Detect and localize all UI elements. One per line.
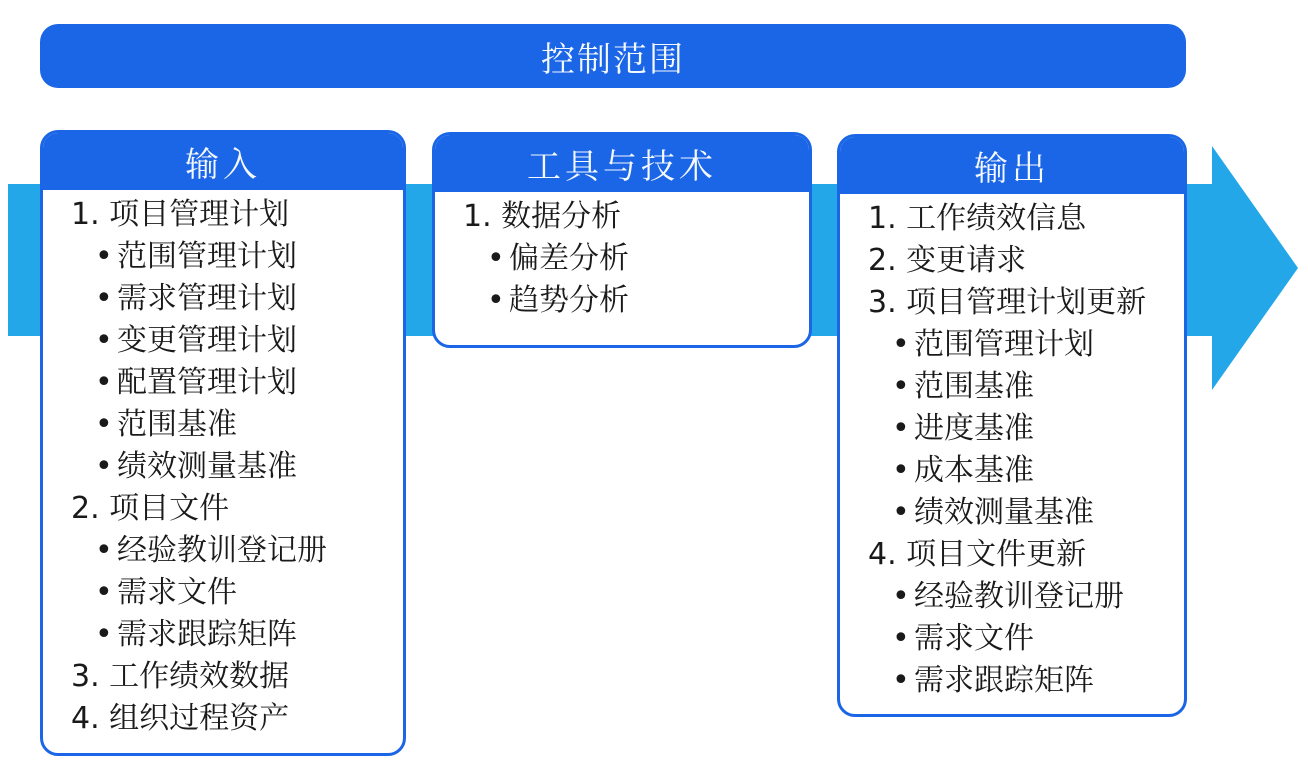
list-item: [43, 698, 403, 740]
bullet-icon: •: [95, 449, 113, 484]
sub-list-item: [43, 530, 403, 572]
bullet-icon: •: [892, 621, 910, 656]
sub-list-item: [840, 492, 1184, 534]
list-item-text: 2. 变更请求: [868, 243, 1027, 278]
bullet-icon: •: [892, 411, 910, 446]
list-item-text: 范围管理计划: [117, 239, 297, 274]
list-item: [840, 534, 1184, 576]
list-item: [43, 656, 403, 698]
sub-list-item: [43, 446, 403, 488]
sub-list-item: [840, 660, 1184, 702]
list-item-text: 趋势分析: [509, 283, 629, 318]
bullet-icon: •: [95, 533, 113, 568]
bullet-icon: •: [95, 323, 113, 358]
sub-list-item: [435, 238, 809, 280]
list-item-text: 需求文件: [117, 575, 237, 610]
sub-list-item: [840, 450, 1184, 492]
sub-list-item: [43, 236, 403, 278]
bullet-icon: •: [892, 327, 910, 362]
bullet-icon: •: [95, 617, 113, 652]
list-item-text: 1. 工作绩效信息: [868, 201, 1087, 236]
inputs-panel: [40, 130, 406, 756]
sub-list-item: [840, 408, 1184, 450]
list-item-text: 2. 项目文件: [71, 491, 230, 526]
list-item-text: 配置管理计划: [117, 365, 297, 400]
list-item-text: 3. 项目管理计划更新: [868, 285, 1147, 320]
list-item: [840, 198, 1184, 240]
sub-list-item: [840, 576, 1184, 618]
bullet-icon: •: [95, 407, 113, 442]
bullet-icon: •: [892, 453, 910, 488]
list-item: [435, 196, 809, 238]
sub-list-item: [43, 614, 403, 656]
tools-list: [435, 192, 809, 322]
list-item: [43, 488, 403, 530]
list-item-text: 3. 工作绩效数据: [71, 659, 290, 694]
inputs-header: 输入: [43, 133, 403, 190]
list-item-text: 绩效测量基准: [117, 449, 297, 484]
list-item-text: 变更管理计划: [117, 323, 297, 358]
list-item: [43, 194, 403, 236]
outputs-header: 输出: [840, 137, 1184, 194]
sub-list-item: [840, 366, 1184, 408]
bullet-icon: •: [487, 283, 505, 318]
list-item-text: 经验教训登记册: [914, 579, 1124, 614]
list-item-text: 1. 项目管理计划: [71, 197, 290, 232]
outputs-panel: [837, 134, 1187, 717]
tools-panel: [432, 132, 812, 348]
list-item-text: 成本基准: [914, 453, 1034, 488]
list-item-text: 4. 组织过程资产: [71, 701, 290, 736]
inputs-list: [43, 190, 403, 740]
bullet-icon: •: [892, 495, 910, 530]
diagram-title: 控制范围: [40, 24, 1186, 88]
list-item-text: 经验教训登记册: [117, 533, 327, 568]
bullet-icon: •: [95, 365, 113, 400]
sub-list-item: [43, 320, 403, 362]
list-item-text: 1. 数据分析: [463, 199, 622, 234]
list-item-text: 需求跟踪矩阵: [117, 617, 297, 652]
bullet-icon: •: [892, 579, 910, 614]
sub-list-item: [840, 324, 1184, 366]
sub-list-item: [43, 404, 403, 446]
bullet-icon: •: [892, 663, 910, 698]
sub-list-item: [43, 278, 403, 320]
list-item: [840, 282, 1184, 324]
list-item-text: 需求跟踪矩阵: [914, 663, 1094, 698]
list-item: [840, 240, 1184, 282]
bullet-icon: •: [95, 239, 113, 274]
bullet-icon: •: [892, 369, 910, 404]
list-item-text: 范围基准: [117, 407, 237, 442]
list-item-text: 范围管理计划: [914, 327, 1094, 362]
list-item-text: 4. 项目文件更新: [868, 537, 1087, 572]
bullet-icon: •: [95, 281, 113, 316]
list-item-text: 进度基准: [914, 411, 1034, 446]
bullet-icon: •: [487, 241, 505, 276]
list-item-text: 绩效测量基准: [914, 495, 1094, 530]
sub-list-item: [43, 362, 403, 404]
list-item-text: 需求文件: [914, 621, 1034, 656]
list-item-text: 范围基准: [914, 369, 1034, 404]
list-item-text: 偏差分析: [509, 241, 629, 276]
sub-list-item: [43, 572, 403, 614]
outputs-list: [840, 194, 1184, 702]
tools-header: 工具与技术: [435, 135, 809, 192]
sub-list-item: [435, 280, 809, 322]
bullet-icon: •: [95, 575, 113, 610]
list-item-text: 需求管理计划: [117, 281, 297, 316]
sub-list-item: [840, 618, 1184, 660]
